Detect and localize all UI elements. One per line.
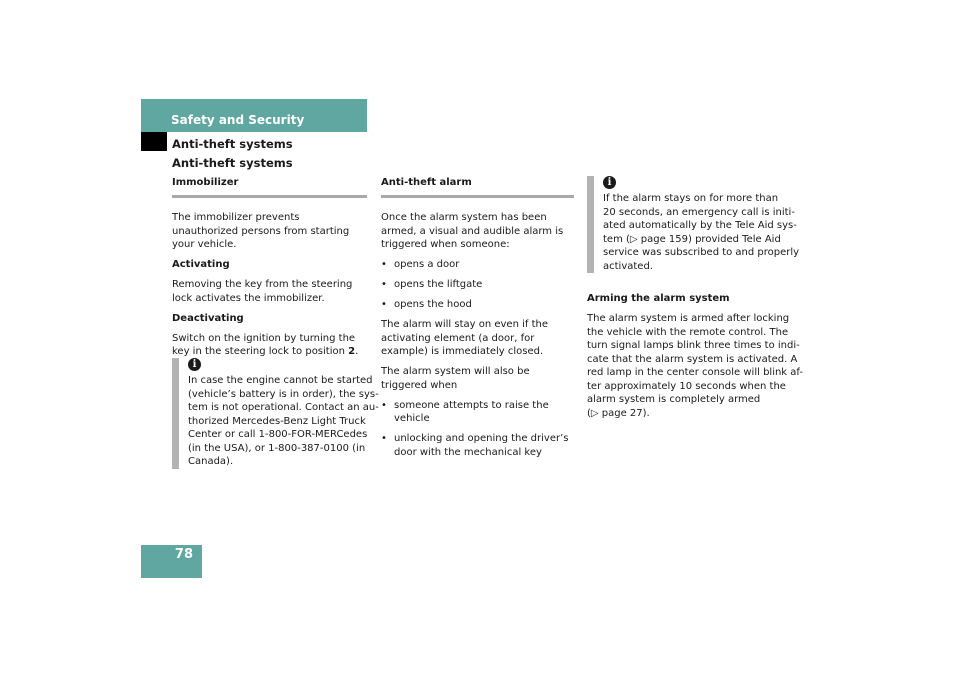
note-line: 20 seconds, an emergency call is initi-	[603, 206, 795, 218]
list-item: • opens the hood	[381, 299, 472, 310]
topic-title: Anti-theft systems	[172, 156, 293, 170]
info-icon: i	[603, 176, 616, 189]
column-arming	[587, 292, 803, 420]
bullet-icon: •	[381, 259, 387, 270]
note-line: Canada).	[188, 456, 234, 467]
note-line: In case the engine cannot be started	[188, 375, 373, 386]
arming-line: alarm system is completely armed	[587, 394, 761, 405]
info-icon: i	[188, 358, 201, 371]
arming-heading: Arming the alarm system	[587, 293, 730, 304]
activating-text: Removing the key from the steering lock activates the immobilizer.	[172, 279, 353, 304]
note-line: tem is not operational. Contact an au-	[188, 402, 379, 413]
note-line: If the alarm stays on for more than	[603, 193, 779, 204]
list-item: • opens a door	[381, 259, 460, 270]
key-position: 2	[348, 346, 356, 357]
list-item: • someone attempts to raise the vehicle	[381, 399, 549, 424]
arming-line: (▷ page 27).	[587, 407, 650, 419]
bullet-icon: •	[381, 433, 387, 444]
subsection-title: Anti-theft systems	[172, 137, 293, 151]
arming-line: The alarm system is armed after locking	[587, 313, 790, 324]
list-item: • unlocking and opening the driver’s door with the mechanical key	[381, 433, 569, 458]
column-anti-theft-alarm	[381, 176, 574, 459]
list-item: • opens the liftgate	[381, 279, 483, 290]
note-line: service was subscribed to and properly	[603, 247, 800, 258]
section-marker	[141, 132, 167, 151]
alarm-stay-on-text: The alarm will stay on even if the activating element (a door, for example) is immediately closed.	[381, 319, 548, 357]
note-line: (vehicle’s battery is in order), the sys-	[188, 388, 379, 400]
activating-heading: Activating	[172, 259, 230, 270]
arming-line: turn signal lamps blink three times to indi-	[587, 340, 800, 351]
bullet-icon: •	[381, 279, 387, 290]
deactivating-heading: Deactivating	[172, 312, 244, 324]
column-immobilizer	[172, 176, 367, 359]
note-line: tem (▷ page 159) provided Tele Aid	[603, 233, 781, 245]
alarm-also-triggered-text: The alarm system will also be triggered when	[381, 366, 530, 391]
bullet-icon: •	[381, 399, 387, 411]
emergency-call-note	[587, 176, 803, 273]
anti-theft-alarm-heading: Anti-theft alarm	[381, 176, 574, 198]
alarm-intro: Once the alarm system has been armed, a visual and audible alarm is triggered when someone:	[381, 212, 564, 250]
immobilizer-note	[172, 358, 378, 469]
arming-line: red lamp in the center console will blink af-	[587, 367, 803, 378]
immobilizer-heading: Immobilizer	[172, 176, 367, 198]
arming-line: the vehicle with the remote control. The	[587, 326, 789, 338]
note-line: Center or call 1-800-FOR-MERCedes	[188, 429, 368, 440]
bullet-icon: •	[381, 299, 387, 310]
section-title: Safety and Security	[171, 113, 305, 127]
page-number: 78	[174, 547, 193, 562]
note-line: ated automatically by the Tele Aid sys-	[603, 220, 797, 231]
note-line: thorized Mercedes-Benz Light Truck	[188, 415, 366, 427]
note-line: (in the USA), or 1-800-387-0100 (in	[188, 442, 366, 454]
deactivating-text: Switch on the ignition by turning the key in the steering lock to position 2.	[172, 332, 359, 357]
arming-line: cate that the alarm system is activated. A	[587, 353, 798, 365]
immobilizer-intro: The immobilizer prevents unauthorized persons from starting your vehicle.	[172, 212, 350, 250]
arming-line: ter approximately 10 seconds when the	[587, 380, 786, 392]
note-line: activated.	[603, 260, 653, 272]
